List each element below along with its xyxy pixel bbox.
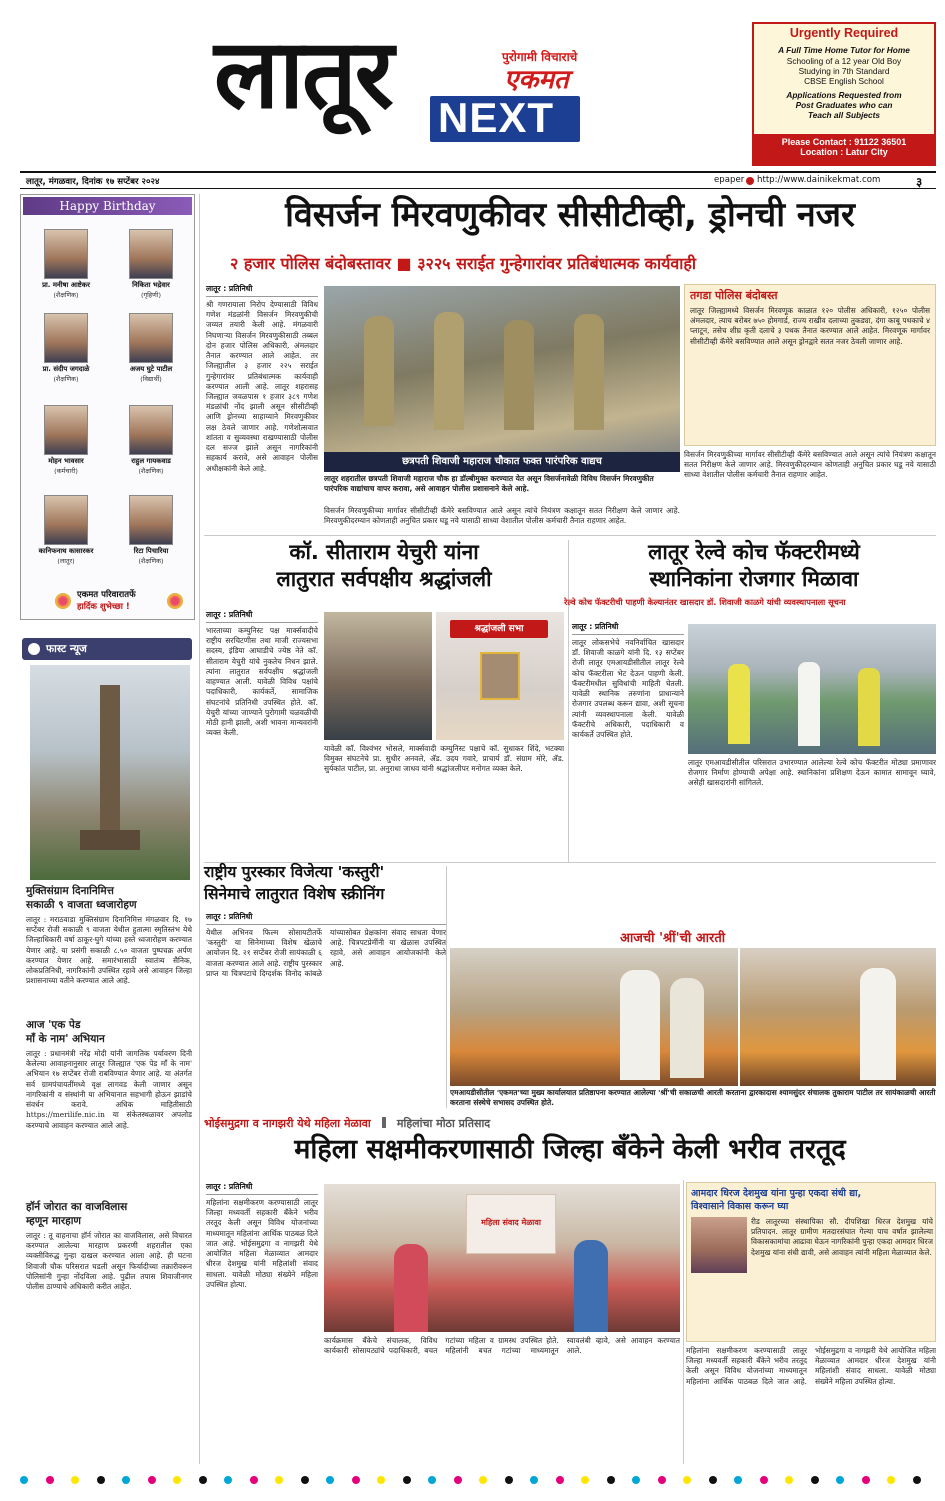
dateline-bar xyxy=(20,171,936,189)
registration-dot xyxy=(122,1476,130,1484)
women-body-2: कार्यक्रमास बँकेचे संचालक, विविध कार्यकारी सोसायट्यांचे पदाधिकारी, बचत गटांच्या महिला व ग्रामस्थ उपस्थित होते. महिलांनी बचत गटांच्या माध्यमातून स्वावलंबी व्हावे, असे आवाहन करण्यात आले. xyxy=(324,1336,680,1356)
news-icon xyxy=(28,643,40,655)
news-heading: हॉर्न जोरात का वाजविलास xyxy=(26,1201,128,1213)
photo-note: लातूर शहरातील छत्रपती शिवाजी महाराज चौक हा डॉल्बीमुक्त करण्यात येत असून विसर्जनावेळी विविध विसर्जन मिरवणुकीत पारंपरिक वाद्यांचाच वापर करावा, असे आवाहन पोलीस प्रशासनाने केले आहे. xyxy=(324,474,654,493)
section-divider xyxy=(204,535,936,536)
masthead xyxy=(0,0,945,168)
registration-dot xyxy=(658,1476,666,1484)
ad-line: Schooling of a 12 year Old Boy xyxy=(786,56,902,66)
birthday-card xyxy=(26,313,106,383)
birthday-wish-2: हार्दिक शुभेच्छा ! xyxy=(77,602,130,612)
railway-headline-2: स्थानिकांना रोजगार मिळावा xyxy=(649,567,859,591)
birthday-card xyxy=(26,495,106,565)
registration-dot xyxy=(403,1476,411,1484)
dateline-text: लातूर, मंगळवार, दिनांक १७ सप्टेंबर २०२४ xyxy=(26,177,160,187)
registration-dot xyxy=(250,1476,258,1484)
registration-dot xyxy=(173,1476,181,1484)
registration-dot xyxy=(326,1476,334,1484)
avatar xyxy=(44,313,88,363)
registration-dot xyxy=(275,1476,283,1484)
masthead-brand: एकमत xyxy=(504,65,569,95)
byline: लातूर : प्रतिनिधी xyxy=(206,610,318,623)
bouquet-icon xyxy=(55,593,71,609)
women-kicker-2: महिलांचा मोठा प्रतिसाद xyxy=(396,1117,491,1130)
kasturi-text-column xyxy=(206,912,446,1108)
news-body: लातूर : मराठवाडा मुक्तिसंग्राम दिनानिमित्त मंगळवार दि. १७ सप्टेंबर रोजी सकाळी ९ वाजता येथील हुतात्मा स्मृतिस्तंभ येथे जिल्हाधिकारी वर्षा ठाकूर-घुगे यांच्या हस्ते ध्वजारोहण करण्यात येणार आहे. या प्रसंगी सकाळी ८.५० वाजता पुष्पचक्र अर्पण करण्यात येणार आहे. समारंभासाठी स्वातंत्र्य सैनिक, लोकप्रतिनिधी, नागरिकांनी उपस्थित रहावे असे आवाहन जिल्हा प्रशासनाच्या वतीने करण्यात आले आहे. xyxy=(26,915,192,986)
registration-dot xyxy=(428,1476,436,1484)
registration-dot xyxy=(301,1476,309,1484)
registration-dot xyxy=(734,1476,742,1484)
railway-body-2: लातूर एमआयडीसीतील परिसरात उभारण्यात आलेल्या रेल्वे कोच फॅक्टरीत मोठ्या प्रमाणावर रोजगार निर्माण होण्याची अपेक्षा आहे. स्थानिकांना प्रशिक्षण देऊन कामात सामावून घ्यावे, असेही खासदारांनी सांगितले. xyxy=(688,758,936,788)
birthday-role: (लातूर) xyxy=(57,557,75,565)
avatar xyxy=(129,229,173,279)
birthday-name: कानिफनाथ कासारकर xyxy=(38,547,94,555)
birthday-card xyxy=(111,495,191,565)
registration-dot xyxy=(530,1476,538,1484)
news-heading: सकाळी ९ वाजता ध्वजारोहण xyxy=(26,899,137,911)
yechury-body-2: यावेळी कॉ. विश्वंभर भोसले, मार्क्सवादी कम्युनिस्ट पक्षाचे कॉ. सुधाकर शिंदे, भटक्या विमुक्त संघटनेचे प्रा. सुधीर अनवले, ॲड. उदय गवारे, प्राचार्य डॉ. संग्राम मोरे, ॲड. सुर्यकांत पाटील, प्रा. अनुराधा जाधव यांनी श्रद्धांजलीपर मनोगत व्यक्त केले. xyxy=(324,744,564,774)
registration-dot xyxy=(785,1476,793,1484)
birthday-name: राहुल गायकवाड xyxy=(131,457,171,465)
column-divider xyxy=(683,1180,684,1464)
women-kicker-bar xyxy=(204,1112,936,1130)
avatar xyxy=(129,405,173,455)
side-body: लातूर जिल्ह्यामध्ये विसर्जन मिरवणूक काळात १२० पोलीस अधिकारी, १२५० पोलीस अंमलदार, त्याच बरोबर ७५० होमगार्ड, राज्य राखीव दलाच्या तुकड्या, दंगा काबू पथकाचे ४ प्लाटून, तसेच शीघ्र कृती दलाचे ३ पथक तैनात करण्यात आले आहेत. मिरवणूक मार्गावर सीसीटीव्ही कॅमेरे बसविण्यात आले असून ड्रोनद्वारे सतत नजर ठेवली जाणार आहे. xyxy=(690,306,930,346)
ad-heading: Urgently Required xyxy=(789,26,899,40)
tribute-banner-label xyxy=(450,620,548,638)
birthday-name: मोहन भावसार xyxy=(48,457,84,465)
registration-dot xyxy=(607,1476,615,1484)
birthday-wish-1: एकमत परिवारातर्फे xyxy=(77,590,136,600)
tribute-banner-text: श्रद्धांजली सभा xyxy=(474,624,524,634)
factory-photo xyxy=(688,624,936,754)
birthday-role: (शैक्षणिक) xyxy=(138,467,164,475)
registration-dot xyxy=(71,1476,79,1484)
registration-dot xyxy=(632,1476,640,1484)
registration-dot xyxy=(709,1476,717,1484)
registration-dot xyxy=(556,1476,564,1484)
worker-figure xyxy=(858,668,880,746)
classified-ad xyxy=(752,22,936,166)
masthead-title: लातूर xyxy=(214,18,392,130)
event-banner xyxy=(466,1194,556,1254)
birthday-role: (शैक्षणिक) xyxy=(53,375,79,383)
registration-dot xyxy=(199,1476,207,1484)
byline: लातूर : प्रतिनिधी xyxy=(206,1182,318,1195)
side-heading: आमदार धिरज देशमुख यांना पुन्हा एकदा संधी द्या, xyxy=(691,1188,862,1199)
fast-news-header xyxy=(22,638,192,660)
registration-dot xyxy=(46,1476,54,1484)
person-figure xyxy=(620,970,660,1080)
masthead-tagline: पुरोगामी विचाराचे xyxy=(502,50,578,64)
birthday-name: प्रा. संदीप जगदाळे xyxy=(42,365,90,373)
globe-icon xyxy=(746,177,754,185)
registration-dot xyxy=(479,1476,487,1484)
memorial-base xyxy=(80,830,140,850)
aarti-title: आजची 'श्रीं'ची आरती xyxy=(620,931,726,946)
article-body: श्री गणरायाला निरोप देण्यासाठी विविध गणेश मंडळांनी विसर्जन मिरवणुकीची जय्यत तयारी केली आहे. मंगळवारी निघणाऱ्या विसर्जन मिरवणुकीसाठी तब्बल दोन हजार पोलिस अधिकारी, अंमलदार तैनात करण्यात आले आहेत. तर जिल्ह्यातील ३ हजार २२५ सराईत गुन्हेगारांवर प्रतिबंधात्मक कार्यवाही करण्यात आली आहे. लातूर शहरासह जिल्ह्यात जवळपास १ हजार ३८९ गणेश मंडळांची नोंद झाली असून सीसीटीव्ही आणि ड्रोनच्या साहाय्याने मिरवणुकीवर लक्ष ठेवले जाणार आहे. गणेशोत्सवात शांतता व सुव्यवस्था राखण्यासाठी पोलीस दल सज्ज झाले असून नागरिकांनी सहकार्य करावे, असे आवाहन पोलीस अधीक्षकांनी केले आहे. xyxy=(206,300,318,473)
birthday-name: प्रा. मनीषा आष्टेकर xyxy=(42,281,90,289)
registration-dot xyxy=(683,1476,691,1484)
ad-location: Location : Latur City xyxy=(800,147,888,157)
aarti-caption: एमआयडीसीतील 'एकमत'च्या मुख्य कार्यालयात प्रतिष्ठापना करण्यात आलेल्या 'श्रीं'ची सकाळची आरती करताना द्वारकादास श्यामसुंदर संचालक तुकाराम पाटील तर सायंकाळची आरती करताना संस्थेचे सभासद उपस्थित होते. xyxy=(450,1088,936,1107)
side-body: रीड लातूरच्या संस्थापिका सौ. दीपशिखा धिरज देशमुख यांचे प्रतिपादन. लातूर ग्रामीण मतदारसंघात गेल्या पाच वर्षात झालेल्या विकासकामांचा आढावा घेऊन नागरिकांनी पुन्हा एकदा आमदार धिरज देशमुख यांना संधी द्यावी, असे आवाहन त्यांनी महिला मेळाव्यात केले. xyxy=(751,1217,933,1257)
ad-contact-bar xyxy=(754,134,934,164)
registration-dot xyxy=(887,1476,895,1484)
side-heading: विश्वासाने विकास करून घ्या xyxy=(691,1201,789,1212)
birthday-card xyxy=(26,405,106,475)
worker-figure xyxy=(728,664,750,744)
registration-dot xyxy=(836,1476,844,1484)
website-link[interactable]: http://www.dainikekmat.com xyxy=(757,175,881,185)
ad-line: CBSE English School xyxy=(804,76,884,86)
birthday-title: Happy Birthday xyxy=(59,199,156,213)
railway-text-column xyxy=(572,622,684,860)
photo-caption-bar xyxy=(324,452,680,472)
women-side-box xyxy=(686,1182,936,1342)
ad-line: A Full Time Home Tutor for Home xyxy=(778,45,910,55)
registration-dot xyxy=(148,1476,156,1484)
news-body: लातूर : प्रधानमंत्री नरेंद्र मोदी यांनी जागतिक पर्यावरण दिनी केलेल्या आवाहनानुसार लातूर जिल्ह्यात 'एक पेड माँ के नाम' अभियान १७ सप्टेंबर रोजी राबविण्यात येणार आहे. या अंतर्गत सर्व ग्रामपंचायतींमध्ये वृक्ष लागवड केली जाणार असून नागरिकांनी व संस्थांनी या अभियानात सहभागी होऊन झाडांचे संवर्धन करावे. अधिक माहितीसाठी https://merilife.nic.in या संकेतस्थळावर अपलोड करण्याचे आवाहन करण्यात आले आहे. xyxy=(26,1049,192,1130)
ad-contact: Please Contact : 91122 36501 xyxy=(781,137,907,147)
women-headline: महिला सक्षमीकरणासाठी जिल्हा बँकेने केली भरीव तरतूद xyxy=(294,1134,846,1165)
article-body: येथील अभिनव फिल्म सोसायटीतर्फे 'कस्तुरी' या सिनेमाच्या विशेष खेळाचे आयोजन दि. २१ सप्टेंबर रोजी सायंकाळी ६ वाजता करण्यात आले आहे. राष्ट्रीय पुरस्कार प्राप्त या चित्रपटाचे दिग्दर्शक विनोद कांबळे यांच्यासोबत प्रेक्षकांना संवाद साधता येणार आहे. चित्रपटप्रेमींनी या खेळास उपस्थित रहावे, असे आवाहन आयोजकांनी केले आहे. xyxy=(206,928,446,978)
registration-dot xyxy=(913,1476,921,1484)
lead-headline: विसर्जन मिरवणुकीवर सीसीटीव्ही, ड्रोनची नजर xyxy=(285,195,855,235)
column-divider xyxy=(568,540,569,862)
yechury-text-column xyxy=(206,610,318,862)
avatar xyxy=(129,313,173,363)
masthead-next: NEXT xyxy=(438,94,555,141)
news-heading: माँ के नाम' अभियान xyxy=(26,1033,105,1045)
women-kicker: भोईसमुद्रगा व नागझरी येथे महिला मेळावा xyxy=(204,1117,371,1130)
birthday-role: (विद्यार्थी) xyxy=(140,375,162,383)
person-figure xyxy=(574,1240,608,1332)
fast-news-item-3 xyxy=(26,1200,192,1475)
portrait-frame xyxy=(480,652,520,700)
birthday-card xyxy=(111,229,191,299)
registration-dot xyxy=(581,1476,589,1484)
registration-dot xyxy=(224,1476,232,1484)
memorial-photo xyxy=(30,665,190,880)
registration-dot xyxy=(20,1476,28,1484)
birthday-role: (शैक्षणिक) xyxy=(138,557,164,565)
article-body: लातूर लोकसभेचे नवनिर्वाचित खासदार डॉ. शिवाजी काळगे यांनी दि. १३ सप्टेंबर रोजी लातूर एमआयडीसीतील लातूर रेल्वे कोच फॅक्टरीला भेट देऊन पाहणी केली. फॅक्टरीमधील सुविधांची माहिती घेतली. यावेळी स्थानिक तरुणांना प्राधान्याने रोजगार उपलब्ध करून द्यावा, अशी सूचना त्यांनी व्यवस्थापनाला केली. यावेळी फॅक्टरीचे अधिकारी, पदाधिकारी व कार्यकर्ते उपस्थित होते. xyxy=(572,638,684,739)
women-side-continued: महिलांना सक्षमीकरण करण्यासाठी लातूर जिल्हा मध्यवर्ती सहकारी बँकेने भरीव तरतूद केली असून विविध योजनांच्या माध्यमातून महिलांना आर्थिक पाठबळ दिले जात आहे. भोईसमुद्रगा व नागझरी येथे आयोजित महिला मेळाव्यात आमदार धीरज देशमुख यांनी महिलांशी संवाद साधला. यावेळी मोठ्या संख्येने महिला उपस्थित होत्या. xyxy=(686,1346,936,1386)
birthday-box xyxy=(20,194,195,620)
photo-figure xyxy=(364,316,394,426)
news-heading: मुक्तिसंग्राम दिनानिमित्त xyxy=(26,885,114,897)
person-figure xyxy=(394,1244,428,1332)
police-parade-photo xyxy=(324,286,680,452)
lead-continued: विसर्जन मिरवणुकीच्या मार्गावर सीसीटीव्ही कॅमेरे बसविण्यात आले असून त्यांचे नियंत्रण कक्षातून सतत निरीक्षण केले जाणार आहे. मिरवणुकीदरम्यान कोणताही अनुचित प्रकार घडू नये यासाठी साध्या वेशातील पोलीस कर्मचारी तैनात राहणार आहेत. xyxy=(324,506,680,526)
page-number: ३ xyxy=(916,175,923,189)
ad-line: Studying in 7th Standard xyxy=(798,66,890,76)
epaper-label: epaper xyxy=(714,175,745,185)
tribute-banner-photo xyxy=(436,612,564,740)
photo-figure xyxy=(574,314,604,430)
news-body: लातूर : तू वाहनाचा हॉर्न जोरात का वाजविलास, असे विचारत करण्यात आलेल्या मारहाण प्रकरणी शहरातील एका व्यक्तीविरुद्ध गुन्हा दाखल करण्यात आला आहे. ही घटना शिवाजी चौक परिसरात घडली असून फिर्यादीच्या तक्रारीवरून पोलिसांनी गुन्हा नोंदविला आहे. पुढील तपास शिवाजीनगर पोलीस ठाण्याचे अधिकारी करीत आहेत. xyxy=(26,1231,192,1292)
avatar xyxy=(44,405,88,455)
railway-subhead: रेल्वे कोच फॅक्टरीची पाहणी केल्यानंतर खासदार डॉ. शिवाजी काळगे यांची व्यवस्थापनाला सूचना xyxy=(564,597,846,607)
column-divider xyxy=(199,194,200,1464)
column-divider xyxy=(446,866,447,1108)
birthday-name: अजय घुटे पाटील xyxy=(129,365,173,373)
ad-line: Teach all Subjects xyxy=(807,110,881,120)
aarti-photo-right xyxy=(740,948,936,1086)
fast-news-item-1 xyxy=(26,884,192,1001)
news-heading: म्हणून मारहाण xyxy=(26,1215,82,1227)
birthday-card xyxy=(26,229,106,299)
birthday-name: रिटा पिचारिया xyxy=(133,547,169,555)
yechury-headline-1: कॉ. सीताराम येचुरी यांना xyxy=(289,540,479,564)
lead-subhead: २ हजार पोलिस बंदोबस्तावर ■ ३२२५ सराईत गुन्हेगारांवर प्रतिबंधात्मक कार्यवाही xyxy=(230,254,697,273)
avatar xyxy=(44,229,88,279)
byline: लातूर : प्रतिनिधी xyxy=(206,912,446,925)
registration-dot xyxy=(505,1476,513,1484)
avatar xyxy=(44,495,88,545)
side-heading: तगडा पोलिस बंदोबस्त xyxy=(690,289,778,302)
women-meeting-photo xyxy=(324,1184,680,1332)
registration-dot xyxy=(377,1476,385,1484)
registration-dot xyxy=(454,1476,462,1484)
event-banner-text: महिला संवाद मेळावा xyxy=(481,1218,541,1227)
photo-figure xyxy=(434,312,464,430)
lead-text-column xyxy=(206,284,318,524)
person-figure xyxy=(670,978,704,1078)
ad-line: Post Graduates who can xyxy=(795,100,893,110)
registration-dot xyxy=(760,1476,768,1484)
aarti-photo-left xyxy=(450,948,738,1086)
birthday-role: (शैक्षणिक) xyxy=(53,291,79,299)
kicker-separator xyxy=(382,1117,386,1128)
kasturi-headline-2: सिनेमाचे लातुरात विशेष स्क्रीनिंग xyxy=(204,885,385,903)
bouquet-icon xyxy=(167,593,183,609)
railway-headline-1: लातूर रेल्वे कोच फॅक्टरीमध्ये xyxy=(648,540,860,564)
registration-dot xyxy=(862,1476,870,1484)
worker-figure xyxy=(798,662,820,746)
avatar xyxy=(129,495,173,545)
photo-figure xyxy=(504,320,534,430)
color-registration-bar xyxy=(20,1474,936,1486)
women-text-column xyxy=(206,1182,318,1458)
registration-dot xyxy=(811,1476,819,1484)
birthday-card xyxy=(111,313,191,383)
yechury-headline-2: लातुरात सर्वपक्षीय श्रद्धांजली xyxy=(276,567,492,591)
birthday-title-bar xyxy=(23,197,192,215)
lead-continued: विसर्जन मिरवणुकीच्या मार्गावर सीसीटीव्ही कॅमेरे बसविण्यात आले असून त्यांचे नियंत्रण कक्षातून सतत निरीक्षण केले जाणार आहे. मिरवणुकीदरम्यान कोणताही अनुचित प्रकार घडू नये यासाठी साध्या वेशातील पोलीस कर्मचारी तैनात राहणार आहेत. xyxy=(684,450,936,480)
fast-news-title: फास्ट न्यूज xyxy=(46,643,87,655)
speaker-portrait xyxy=(691,1217,747,1273)
speaker-photo xyxy=(324,612,432,740)
article-body: भारताच्या कम्युनिस्ट पक्ष मार्क्सवादीचे राष्ट्रीय सरचिटणीस तथा माजी राज्यसभा सदस्य, इंडिया आघाडीचे ज्येष्ठ नेते कॉ. सीताराम येचुरी यांचे नुकतेच निधन झाले. त्यांना लातुरात सर्वपक्षीय श्रद्धांजली वाहण्यात आली. यावेळी विविध पक्षांचे पदाधिकारी, कार्यकर्ते, सामाजिक संघटनांचे प्रतिनिधी उपस्थित होते. कॉ. येचुरी यांच्या जाण्याने पुरोगामी चळवळीची मोठी हानी झाली, अशी भावना मान्यवरांनी व्यक्त केली. xyxy=(206,626,318,738)
kasturi-headline-1: राष्ट्रीय पुरस्कार विजेत्या 'कस्तुरी' xyxy=(204,863,385,881)
birthday-role: (गृहिणी) xyxy=(141,291,161,299)
birthday-role: (कर्मचारी) xyxy=(54,467,78,475)
article-body: महिलांना सक्षमीकरण करण्यासाठी लातूर जिल्हा मध्यवर्ती सहकारी बँकेने भरीव तरतूद केली असून विविध योजनांच्या माध्यमातून महिलांना आर्थिक पाठबळ दिले जात आहे. भोईसमुद्रगा व नागझरी येथे आयोजित महिला मेळाव्यात आमदार धीरज देशमुख यांनी महिलांशी संवाद साधला. यावेळी मोठ्या संख्येने महिला उपस्थित होत्या. xyxy=(206,1198,318,1289)
registration-dot xyxy=(97,1476,105,1484)
ad-line: Applications Requested from xyxy=(786,90,902,100)
person-figure xyxy=(860,968,896,1080)
byline: लातूर : प्रतिनिधी xyxy=(572,622,684,635)
registration-dot xyxy=(352,1476,360,1484)
news-heading: आज 'एक पेड xyxy=(26,1019,81,1031)
birthday-card xyxy=(111,405,191,475)
photo-caption: छत्रपती शिवाजी महाराज चौकात फक्त पारंपरिक वाद्यच xyxy=(402,456,602,467)
fast-news-item-2 xyxy=(26,1018,192,1173)
memorial-pillar xyxy=(100,685,120,835)
byline: लातूर : प्रतिनिधी xyxy=(206,284,318,297)
birthday-name: निकिता भद्रेवार xyxy=(132,281,170,289)
lead-side-box xyxy=(684,284,936,446)
